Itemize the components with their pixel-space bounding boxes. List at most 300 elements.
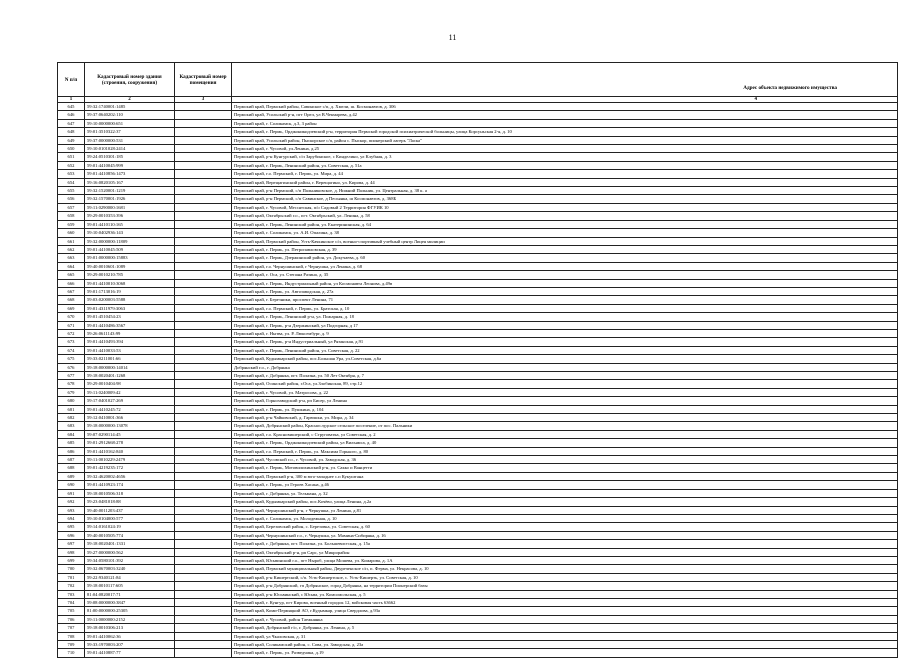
property-address: Пермский край, Чернушинский р-н, г Чернушка, ул Ленина, д.81 (232, 506, 898, 514)
property-address: Пермский край, Соликамский район, с. Сова, ул. Заводская, д. 23а (232, 641, 898, 649)
cadastral-number: 59:32:1570001:1926 (85, 195, 175, 203)
table-row (58, 430, 898, 438)
row-number: 652 (58, 161, 85, 169)
row-number: 655 (58, 187, 85, 195)
table-row (58, 136, 898, 144)
table-row (58, 346, 898, 354)
table-row (58, 531, 898, 539)
row-number: 689 (58, 472, 85, 480)
cadastral-number: 59:01:4410856:1473 (85, 170, 175, 178)
cadastral-number: 59:32:4620002:4656 (85, 472, 175, 480)
row-number: 702 (58, 582, 85, 590)
cadastral-number: 59:11:0000000:2152 (85, 615, 175, 623)
row-number: 688 (58, 464, 85, 472)
row-number: 654 (58, 178, 85, 186)
room-cadastral-number (175, 531, 232, 539)
property-address: Пермский край, Горнозаводский р-н, рп Бисер, ул Ленина (232, 397, 898, 405)
table-row (58, 565, 898, 573)
table-row (58, 170, 898, 178)
property-address: Пермский край, р-н Кишертский, с/п. Усть-Кишертское, с. Усть-Кишерть, ул. Советская, д. 10 (232, 573, 898, 581)
row-number: 681 (58, 405, 85, 413)
row-number: 683 (58, 422, 85, 430)
cadastral-number: 59:32:1740001:1485 (85, 103, 175, 111)
cadastral-number: 59:10:0402936:143 (85, 229, 175, 237)
header-num: N п/п (58, 63, 85, 97)
cadastral-number: 59:01:4410045:509 (85, 245, 175, 253)
row-number: 694 (58, 514, 85, 522)
property-address: Пермский край, г. Пермь, Ленинский район, ул. Екатерининская, д. 64 (232, 220, 898, 228)
cadastral-number: 59:10:0000000:651 (85, 119, 175, 127)
cadastral-number: 59:22:9340121:84 (85, 573, 175, 581)
row-number: 678 (58, 380, 85, 388)
row-number: 708 (58, 632, 85, 640)
row-number: 663 (58, 254, 85, 262)
room-cadastral-number (175, 649, 232, 657)
room-cadastral-number (175, 262, 232, 270)
table-row (58, 363, 898, 371)
table-row (58, 615, 898, 623)
row-number: 673 (58, 338, 85, 346)
row-number: 661 (58, 237, 85, 245)
row-number: 660 (58, 229, 85, 237)
property-address: Пермский край, г. Кунгур, пгт Кирова, военный городок 12, войсковая часть 63662 (232, 598, 898, 606)
table-row (58, 422, 898, 430)
column-number: 3 (175, 97, 232, 103)
room-cadastral-number (175, 229, 232, 237)
room-cadastral-number (175, 329, 232, 337)
cadastral-number: 59:14:0161024:19 (85, 523, 175, 531)
cadastral-number: 59:29:0010404:98 (85, 380, 175, 388)
property-address: Пермский край, г. Чусовой, район Таежнянка (232, 615, 898, 623)
property-address: Пермский край, г. Пермь, Ленинский р-н, ул. Пожарная, д. 18 (232, 313, 898, 321)
row-number: 699 (58, 556, 85, 564)
cadastral-number: 59:11:0290000:1681 (85, 203, 175, 211)
room-cadastral-number (175, 556, 232, 564)
cadastral-number: 59:24:0510301:185 (85, 153, 175, 161)
cadastral-number: 59:29:0010353:396 (85, 212, 175, 220)
cadastral-number: 59:11:0240009:42 (85, 388, 175, 396)
property-address: Пермский край, г. Пермь, ул. Петропавловская, д. 39 (232, 245, 898, 253)
room-cadastral-number (175, 598, 232, 606)
table-row (58, 187, 898, 195)
cadastral-number: 59:01:4410493:394 (85, 338, 175, 346)
room-cadastral-number (175, 212, 232, 220)
room-cadastral-number (175, 472, 232, 480)
room-cadastral-number (175, 447, 232, 455)
room-cadastral-number (175, 145, 232, 153)
cadastral-number: 59:18:0000000:13078 (85, 422, 175, 430)
table-row (58, 624, 898, 632)
cadastral-number: 59:03:0200003:5588 (85, 296, 175, 304)
table-row (58, 245, 898, 253)
property-address: Пермский край, р-н Юсьвинский, с Юсьва, ул. Комсомольская, д. 5 (232, 590, 898, 598)
cadastral-number: 59:29:0010210:785 (85, 271, 175, 279)
room-cadastral-number (175, 279, 232, 287)
room-cadastral-number (175, 254, 232, 262)
column-number: 2 (85, 97, 175, 103)
row-number: 690 (58, 481, 85, 489)
row-number: 662 (58, 245, 85, 253)
row-number: 651 (58, 153, 85, 161)
cadastral-number: 59:01:1713016:19 (85, 287, 175, 295)
row-number: 677 (58, 372, 85, 380)
table-row (58, 103, 898, 111)
table-row (58, 128, 898, 136)
room-cadastral-number (175, 397, 232, 405)
cadastral-number: 59:01:4410887:77 (85, 649, 175, 657)
row-number: 704 (58, 598, 85, 606)
property-address: Пермский край, г.о. Пермский, г. Пермь, ул. Братская, д. 10 (232, 304, 898, 312)
table-row (58, 641, 898, 649)
property-address: Пермский край, г.о. Красновишерский, с Струговатка, ул Советская, д. 2 (232, 430, 898, 438)
room-cadastral-number (175, 506, 232, 514)
table-row (58, 287, 898, 295)
row-number: 706 (58, 615, 85, 623)
table-row (58, 548, 898, 556)
property-address: Пермский край, р-н Добрянский, гп Добрянское, город Добрянка, на территории Пионерский базы (232, 582, 898, 590)
room-cadastral-number (175, 422, 232, 430)
table-row (58, 161, 898, 169)
room-cadastral-number (175, 136, 232, 144)
row-number: 693 (58, 506, 85, 514)
row-number: 653 (58, 170, 85, 178)
room-cadastral-number (175, 313, 232, 321)
cadastral-number: 59:01:4410010:3068 (85, 279, 175, 287)
property-address: Пермский край, Юсьвинский г.о., пгт Ныроб, улица Мошева, ул. Комарова, д. 1А (232, 556, 898, 564)
cadastral-number: 59:40:0010601:1089 (85, 262, 175, 270)
row-number: 684 (58, 430, 85, 438)
room-cadastral-number (175, 153, 232, 161)
property-address: Пермский край, г. Соликамск, ул. Молодежная, д. 10 (232, 514, 898, 522)
table-row (58, 464, 898, 472)
row-number: 665 (58, 271, 85, 279)
room-cadastral-number (175, 565, 232, 573)
room-cadastral-number (175, 380, 232, 388)
cadastral-number: 59:18:0000000:14014 (85, 363, 175, 371)
cadastral-number: 81:00:0000000:25305 (85, 607, 175, 615)
property-address: Пермский край, Коми-Пермяцкий АО, г.Кудымкар, улица Свердлова, д.93а (232, 607, 898, 615)
cadastral-number: 59:33:0211001:66 (85, 355, 175, 363)
room-cadastral-number (175, 304, 232, 312)
property-address: Пермский край, г. Добрянка, ул. Тельмана, д. 32 (232, 489, 898, 497)
row-number: 691 (58, 489, 85, 497)
room-cadastral-number (175, 187, 232, 195)
row-number: 658 (58, 212, 85, 220)
row-number: 697 (58, 540, 85, 548)
property-address: Пермский край, г. Соликамск, ул. А.И. Опалина, д. 38 (232, 229, 898, 237)
table-row (58, 178, 898, 186)
property-address: Пермский край, Пермский муниципальный район, Двуреченское с/п, п. Ферма, ул. Некрасова, д. 10 (232, 565, 898, 573)
property-address: Пермский край, Верещагинский район, г. Верещагино, ул. Кирова, д. 44 (232, 178, 898, 186)
property-address: Пермский край, г. Березники, проспект Ленина, 71 (232, 296, 898, 304)
room-cadastral-number (175, 237, 232, 245)
room-cadastral-number (175, 540, 232, 548)
property-address: Пермский край, г. Соликамск, д.3, 3 район (232, 119, 898, 127)
cadastral-number: 59:10:0104000:577 (85, 514, 175, 522)
table-row (58, 145, 898, 153)
property-address: Пермский край, г. Пермь, ул. Пушкина, д. 104 (232, 405, 898, 413)
property-address: Пермский край, г.о. Пермский, г. Пермь, ул. Мира, д. 44 (232, 170, 898, 178)
room-cadastral-number (175, 103, 232, 111)
cadastral-number: 59:01:4510454:23 (85, 313, 175, 321)
room-cadastral-number (175, 372, 232, 380)
cadastral-number: 59:18:0020401:1268 (85, 372, 175, 380)
cadastral-number: 59:18:0010506:318 (85, 489, 175, 497)
cadastral-number: 59:12:0410001:366 (85, 414, 175, 422)
row-number: 705 (58, 607, 85, 615)
room-cadastral-number (175, 388, 232, 396)
table-row (58, 489, 898, 497)
row-number: 671 (58, 321, 85, 329)
property-address: Пермский край, г. Добрянка, пгт. Полазна, ул. Большевистская, д. 15а (232, 540, 898, 548)
property-address: Пермский край, ул Чкаловская, д. 31 (232, 632, 898, 640)
table-row (58, 388, 898, 396)
cadastral-number: 59:32:0000000:11809 (85, 237, 175, 245)
table-row (58, 229, 898, 237)
table-row (58, 506, 898, 514)
table-row (58, 405, 898, 413)
cadastral-number: 59:11:0010229:2479 (85, 456, 175, 464)
row-number: 659 (58, 220, 85, 228)
row-number: 650 (58, 145, 85, 153)
cadastral-number: 59:07:0290114:45 (85, 430, 175, 438)
table-row (58, 254, 898, 262)
room-cadastral-number (175, 590, 232, 598)
property-address: Пермский край, Пермский район, Усть-Качкинское с/п, военно-спортивный учебный центр Лицея милиции (232, 237, 898, 245)
cadastral-number: 59:01:4410245:72 (85, 405, 175, 413)
room-cadastral-number (175, 514, 232, 522)
property-address: Пермский край, Октябрьский р-н, рп Сарс, ул Микрорайон (232, 548, 898, 556)
table-body (58, 103, 898, 658)
table-row (58, 212, 898, 220)
table-row (58, 380, 898, 388)
property-address: Пермский край, Чусовской г.о., г. Чусовой, ул. Заводская, д. 36 (232, 456, 898, 464)
property-address: Пермский край, Пермский район, Савинское с/п, д. Хмели, ш. Космонавтов, д. 306 (232, 103, 898, 111)
property-address: Пермский край, Чернушинский г.о., г. Чернушка, ул. Мамина-Сибиряка, д. 16 (232, 531, 898, 539)
cadastral-number: 59:40:0010505:774 (85, 531, 175, 539)
cadastral-number: 59:01:0000000:15883 (85, 254, 175, 262)
room-cadastral-number (175, 338, 232, 346)
property-address: Пермский край, г. Чусовой, ул.Ленина, д.25 (232, 145, 898, 153)
cadastral-number: 59:18:0010306:213 (85, 624, 175, 632)
room-cadastral-number (175, 178, 232, 186)
property-address: Пермский край, Октябрьский г.о., пгт. Октябрьский, ул. Ленина, д. 58 (232, 212, 898, 220)
cadastral-number: 59:01:4410162:840 (85, 447, 175, 455)
room-cadastral-number (175, 363, 232, 371)
table-row (58, 355, 898, 363)
cadastral-number: 59:37:0000000:531 (85, 136, 175, 144)
room-cadastral-number (175, 170, 232, 178)
column-number: 4 (232, 97, 898, 103)
cadastral-number: 59:40:0011203:437 (85, 506, 175, 514)
table-row (58, 329, 898, 337)
room-cadastral-number (175, 271, 232, 279)
table-row (58, 649, 898, 657)
table-row (58, 296, 898, 304)
table-row (58, 195, 898, 203)
room-cadastral-number (175, 296, 232, 304)
property-address: Пермский край, р-н Пермский, с/п Савинское, д Песьянка, ш Космонавтов, д. 368Б (232, 195, 898, 203)
cadastral-number: 59:10:0101028:2414 (85, 145, 175, 153)
property-address: Пермский край, Кудымкарский район, пос.Кочёво, улица Ленина, д.2а (232, 498, 898, 506)
room-cadastral-number (175, 430, 232, 438)
room-cadastral-number (175, 498, 232, 506)
cadastral-number: 59:18:0010117:605 (85, 582, 175, 590)
row-number: 707 (58, 624, 85, 632)
column-number: 1 (58, 97, 85, 103)
row-number: 670 (58, 313, 85, 321)
property-address: Пермский край, г. Пермь, Орджоникидзевский район, ул Вильямса, д. 40 (232, 439, 898, 447)
row-number: 664 (58, 262, 85, 270)
room-cadastral-number (175, 287, 232, 295)
cadastral-number: 59:16:0820105:167 (85, 178, 175, 186)
cadastral-number: 59:01:4219235:172 (85, 464, 175, 472)
cadastral-number: 59:18:0020401:1331 (85, 540, 175, 548)
table-row (58, 237, 898, 245)
table-row (58, 607, 898, 615)
room-cadastral-number (175, 245, 232, 253)
table-row (58, 598, 898, 606)
room-cadastral-number (175, 439, 232, 447)
cadastral-number: 59:27:0000000:562 (85, 548, 175, 556)
room-cadastral-number (175, 111, 232, 119)
row-number: 645 (58, 103, 85, 111)
row-number: 686 (58, 447, 85, 455)
property-address: Пермский край, Добрянский район, Краснослудское сельское поселение, от пос. Пальники (232, 422, 898, 430)
property-address: Добрянский г.о., г. Добрянка (232, 363, 898, 371)
property-address: Пермский край, г. Добрянка, пгт. Полазна, ул. 50 Лет Октября, д. 7 (232, 372, 898, 380)
table-row (58, 397, 898, 405)
table-row (58, 321, 898, 329)
room-cadastral-number (175, 355, 232, 363)
property-address: Пермский край, г. Чусовой, ул. Матросова, д. 22 (232, 388, 898, 396)
property-address: Пермский край, Усольский р-н, пгт Орел, ул В.Чекмарева, д.42 (232, 111, 898, 119)
room-cadastral-number (175, 321, 232, 329)
property-address: Пермский край, г.о. Пермский, г. Пермь, ул. Максима Горького, д. 80 (232, 447, 898, 455)
table-row (58, 447, 898, 455)
row-number: 695 (58, 523, 85, 531)
page-number: 11 (448, 33, 457, 42)
room-cadastral-number (175, 414, 232, 422)
row-number: 676 (58, 363, 85, 371)
row-number: 698 (58, 548, 85, 556)
table-row (58, 414, 898, 422)
row-number: 672 (58, 329, 85, 337)
table-row (58, 262, 898, 270)
row-number: 703 (58, 590, 85, 598)
property-address: Пермский край, Усольский район, Пыскорское с/п, район с. Пыскор, пионерский лагерь "Ласка" (232, 136, 898, 144)
row-number: 709 (58, 641, 85, 649)
room-cadastral-number (175, 489, 232, 497)
cadastral-number: 59:37:0640202:110 (85, 111, 175, 119)
table-row (58, 271, 898, 279)
table-row (58, 573, 898, 581)
row-number: 692 (58, 498, 85, 506)
cadastral-number: 59:17:0401027:269 (85, 397, 175, 405)
cadastral-number: 59:26:0611143:99 (85, 329, 175, 337)
table-row (58, 304, 898, 312)
property-address: Пермский край, г. Пермь, р-н Дзержинский, ул Подгорная, д 17 (232, 321, 898, 329)
room-cadastral-number (175, 615, 232, 623)
table-row (58, 481, 898, 489)
room-cadastral-number (175, 346, 232, 354)
table-row (58, 279, 898, 287)
table-row (58, 540, 898, 548)
row-number: 696 (58, 531, 85, 539)
cadastral-number: 59:01:2912668:278 (85, 439, 175, 447)
property-address: Пермский край, г. Пермь, Ленинский район, ул. Советская, д. 22 (232, 346, 898, 354)
property-address: Пермский край, г. Пермь, ул Героев Хасана, д.46 (232, 481, 898, 489)
row-number: 679 (58, 388, 85, 396)
table-row (58, 590, 898, 598)
property-registry-table (57, 62, 898, 658)
room-cadastral-number (175, 220, 232, 228)
property-address: Пермский край, р-н Кунгурский, с/п Зарубинское, с Кинделино, ул Клубная, д. 3 (232, 153, 898, 161)
table-row (58, 111, 898, 119)
row-number: 657 (58, 203, 85, 211)
cadastral-number: 59:34:0580101:392 (85, 556, 175, 564)
table-row (58, 632, 898, 640)
row-number: 668 (58, 296, 85, 304)
row-number: 700 (58, 565, 85, 573)
row-number: 649 (58, 136, 85, 144)
property-address: Пермский край, г. Пермь, Дзержинский район, ул. Докучаева, д. 60 (232, 254, 898, 262)
row-number: 701 (58, 573, 85, 581)
cadastral-number: 59:01:4410110:165 (85, 220, 175, 228)
property-address: Пермский край, г.о. Чернушинский, г Чернушка, ул Ленина, д. 68 (232, 262, 898, 270)
row-number: 674 (58, 346, 85, 354)
cadastral-number: 59:01:3510322:37 (85, 128, 175, 136)
cadastral-number: 59:32:0670003:3240 (85, 565, 175, 573)
property-address: Пермский край, г. Пермь, ул. Разведчика, д.19 (232, 649, 898, 657)
cadastral-number: 59:32:1520001:1219 (85, 187, 175, 195)
cadastral-number: 59:01:4410923:174 (85, 481, 175, 489)
property-address: Пермский край, р-н Чайковский, д. Гарюшки, ул. Мира, д. 34 (232, 414, 898, 422)
property-address: Пермский край, Добрянский г/о, г. Добрянка, ул. Ленина, д. 5 (232, 624, 898, 632)
cadastral-number: 59:01:4311979:3063 (85, 304, 175, 312)
cadastral-number: 81:04:0820017:71 (85, 590, 175, 598)
property-address: Пермский край, г. Чусовой, Мессятская, п/о Садовый 2 Территория ФГУИК 10 (232, 203, 898, 211)
room-cadastral-number (175, 119, 232, 127)
room-cadastral-number (175, 523, 232, 531)
room-cadastral-number (175, 582, 232, 590)
row-number: 647 (58, 119, 85, 127)
header-cadastral-room: Кадастровый номер помещения (175, 63, 232, 97)
row-number: 646 (58, 111, 85, 119)
table-row (58, 338, 898, 346)
table-header-row (58, 63, 898, 97)
cadastral-number: 59:33:1970003:207 (85, 641, 175, 649)
table-row (58, 514, 898, 522)
table-row (58, 472, 898, 480)
row-number: 682 (58, 414, 85, 422)
row-number: 675 (58, 355, 85, 363)
table-row (58, 439, 898, 447)
table-row (58, 456, 898, 464)
header-address: Адрес объекта недвижимого имущества (232, 63, 898, 97)
room-cadastral-number (175, 548, 232, 556)
row-number: 656 (58, 195, 85, 203)
property-address: Пермский край, Осинский район, г.Оса, ул.Злобинская, 89, стр.12 (232, 380, 898, 388)
property-address: Пермский край, г. Пермь, Орджоникидзевский р-н, территория Пермской городской психиатрической больницы, улица Корсуньская 2-я, д. 10 (232, 128, 898, 136)
table-row (58, 523, 898, 531)
table-row (58, 313, 898, 321)
cadastral-number: 59:01:4410486:3567 (85, 321, 175, 329)
property-address: Пермский край, г. Нытва, ул. Р. Люксембург, д. 9 (232, 329, 898, 337)
row-number: 687 (58, 456, 85, 464)
property-address: Пермский край, г. Пермь, р-н Индустриальный, ул Рязанская, д.91 (232, 338, 898, 346)
room-cadastral-number (175, 405, 232, 413)
